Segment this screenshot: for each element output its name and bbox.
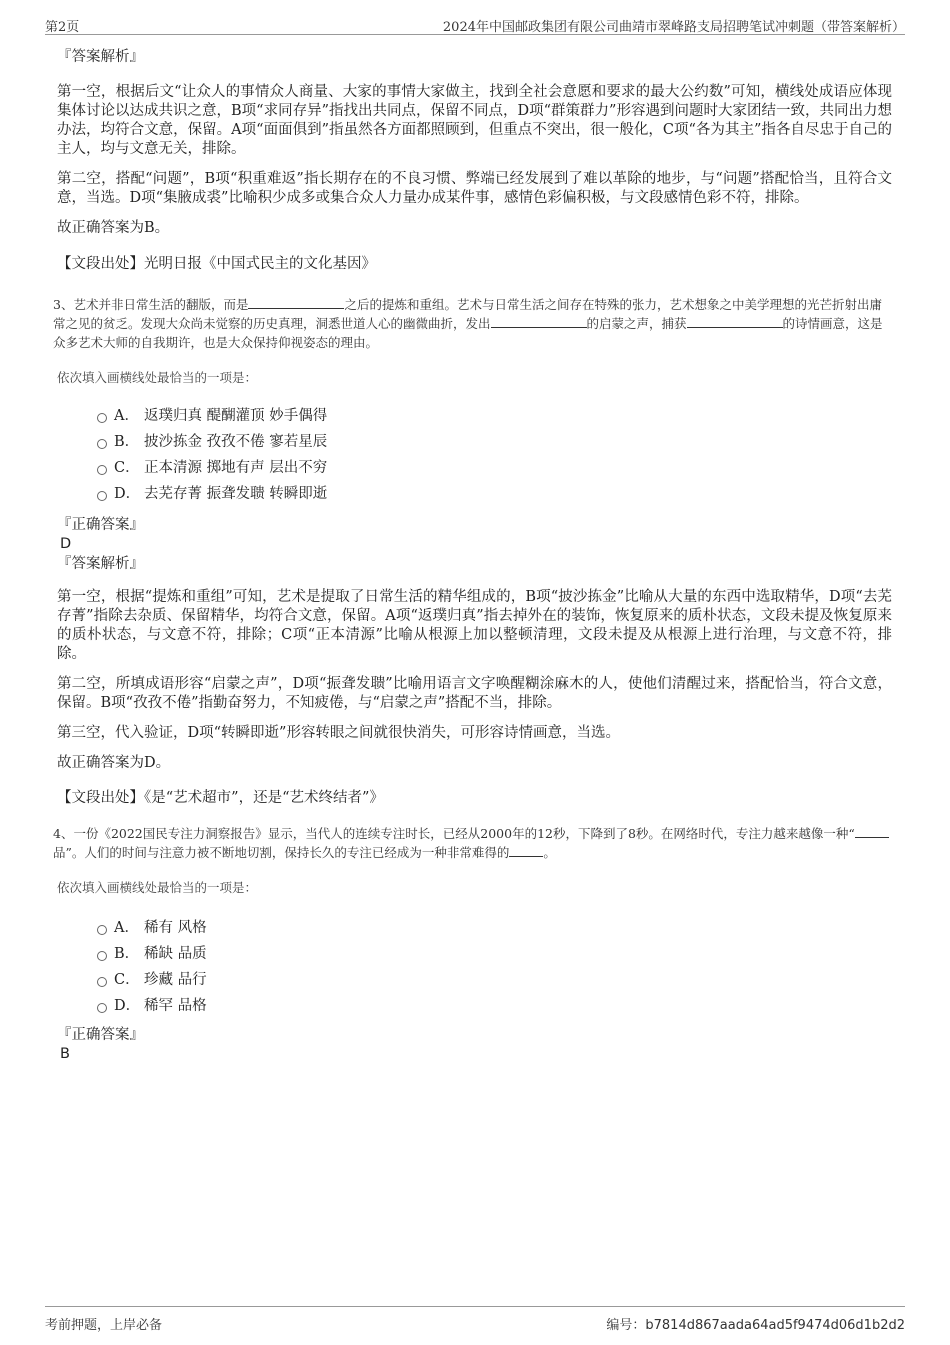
source-label: 【文段出处】	[57, 790, 144, 806]
page-number: 第2页	[45, 20, 80, 35]
fill-blank	[491, 315, 587, 328]
document-title: 2024年中国邮政集团有限公司曲靖市翠峰路支局招聘笔试冲刺题（带答案解析）	[442, 20, 905, 35]
question-prompt: 依次填入画横线处最恰当的一项是：	[57, 880, 258, 895]
analysis-paragraph: 第二空，搭配“问题”，B项“积重难返”指长期存在的不良习惯、弊端已经发展到了难以革除的地步，与“问题”搭配恰当，且符合文意，当选。D项“集腋成裘”比喻积少成多或集合众人力量办成某件事，感情色彩偏积极，与文段感情色彩不符，排除。	[57, 171, 892, 206]
question-3-stem: 3、艺术并非日常生活的翻版，而是 之后的提炼和重组。艺术与日常生活之间存在特殊的张力，艺术想象之中美学理想的光芒折射出庸常之见的贫乏。发现大众尚未觉察的历史真理，洞悉世道人心的幽微曲折，发出 的启蒙之声，捕获 的诗情画意，这是众多艺术大师的自我期许，也是大众保持仰视姿态的理由。	[53, 297, 883, 350]
analysis-conclusion: 故正确答案为B。	[57, 220, 170, 236]
fill-blank	[687, 315, 783, 328]
radio-button[interactable]	[97, 925, 107, 935]
question-prompt: 依次填入画横线处最恰当的一项是：	[57, 370, 258, 385]
source-citation	[57, 254, 892, 274]
analysis-label: 『答案解析』	[57, 556, 144, 572]
option-c[interactable]: C． 正本清源 掷地有声 层出不穷	[57, 455, 892, 481]
document-content	[53, 44, 892, 1064]
analysis-conclusion: 故正确答案为D。	[57, 755, 171, 771]
page-footer	[45, 1306, 905, 1333]
radio-button[interactable]	[97, 951, 107, 961]
analysis-paragraph: 第三空，代入验证，D项“转瞬即逝”形容转眼之间就很快消失，可形容诗情画意，当选。	[57, 725, 620, 741]
option-b[interactable]: B． 披沙拣金 孜孜不倦 寥若星辰	[57, 429, 892, 455]
analysis-paragraph: 第一空，根据后文“让众人的事情众人商量、大家的事情大家做主，找到全社会意愿和要求的最大公约数”可知，横线处成语应体现集体讨论以达成共识之意，B项“求同存异”指找出共同点，保留不同点，D项“群策群力”形容遇到问题时大家团结一致，共同出力想办法，均符合文意，保留。A项“面面俱到”指虽然各方面都照顾到，但重点不突出，很一般化，C项“各为其主”指各自尽忠于自己的主人，均与文意无关，排除。	[57, 84, 892, 157]
option-b[interactable]: B． 稀缺 品质	[57, 941, 892, 967]
correct-answer: B	[60, 1046, 70, 1062]
question-4-stem: 4、一份《2022国民专注力洞察报告》显示，当代人的连续专注时长，已经从2000年的12秒，下降到了8秒。在网络时代，专注力越来越像一种“品”。人们的时间与注意力被不断地切割，保持长久的专注已经成为一种非常难得的 。	[53, 824, 892, 862]
analysis-paragraph: 第一空，根据“提炼和重组”可知，艺术是提取了日常生活的精华组成的，B项“披沙拣金”比喻从大量的东西中选取精华，D项“去芜存菁”指除去杂质、保留精华，均符合文意，保留。A项“返璞归真”指去掉外在的装饰，恢复原来的质朴状态，文段未提及恢复原来的质朴状态，与文意不符，排除；C项“正本清源”比喻从根源上加以整顿清理，文段未提及从根源上进行治理，与文意不符，排除。	[57, 589, 892, 662]
option-a[interactable]: A． 稀有 风格	[57, 915, 892, 941]
question-4-options	[57, 915, 892, 1019]
correct-answer: D	[60, 536, 72, 552]
option-d[interactable]: D． 去芜存菁 振聋发聩 转瞬即逝	[57, 481, 892, 507]
fill-blank	[248, 296, 344, 309]
source-citation	[57, 788, 892, 808]
question-number: 3、	[53, 297, 74, 312]
source-text: 《是“艺术超市”，还是“艺术终结者”》	[144, 790, 384, 806]
document-code: 编号：b7814d867aada64ad5f9474d06d1b2d2	[606, 1318, 905, 1333]
source-text: 光明日报《中国式民主的文化基因》	[144, 256, 376, 272]
footer-slogan: 考前押题，上岸必备	[45, 1318, 163, 1333]
radio-button[interactable]	[97, 491, 107, 501]
option-c[interactable]: C． 珍藏 品行	[57, 967, 892, 993]
page-header	[45, 14, 905, 35]
analysis-label: 『答案解析』	[57, 49, 144, 65]
correct-answer-label: 『正确答案』	[57, 1027, 144, 1043]
option-d[interactable]: D． 稀罕 品格	[57, 993, 892, 1019]
radio-button[interactable]	[97, 977, 107, 987]
radio-button[interactable]	[97, 413, 107, 423]
question-3-options	[57, 403, 892, 507]
option-a[interactable]: A． 返璞归真 醍醐灌顶 妙手偶得	[57, 403, 892, 429]
analysis-paragraph: 第二空，所填成语形容“启蒙之声”，D项“振聋发聩”比喻用语言文字唤醒糊涂麻木的人，使他们清醒过来，搭配恰当，符合文意，保留。B项“孜孜不倦”指勤奋努力，不知疲倦，与“启蒙之声”搭配不当，排除。	[57, 676, 892, 711]
question-number: 4、	[53, 826, 74, 841]
fill-blank	[855, 825, 889, 838]
correct-answer-label: 『正确答案』	[57, 517, 144, 533]
radio-button[interactable]	[97, 465, 107, 475]
source-label: 【文段出处】	[57, 256, 144, 272]
fill-blank	[509, 844, 543, 857]
radio-button[interactable]	[97, 1003, 107, 1013]
radio-button[interactable]	[97, 439, 107, 449]
